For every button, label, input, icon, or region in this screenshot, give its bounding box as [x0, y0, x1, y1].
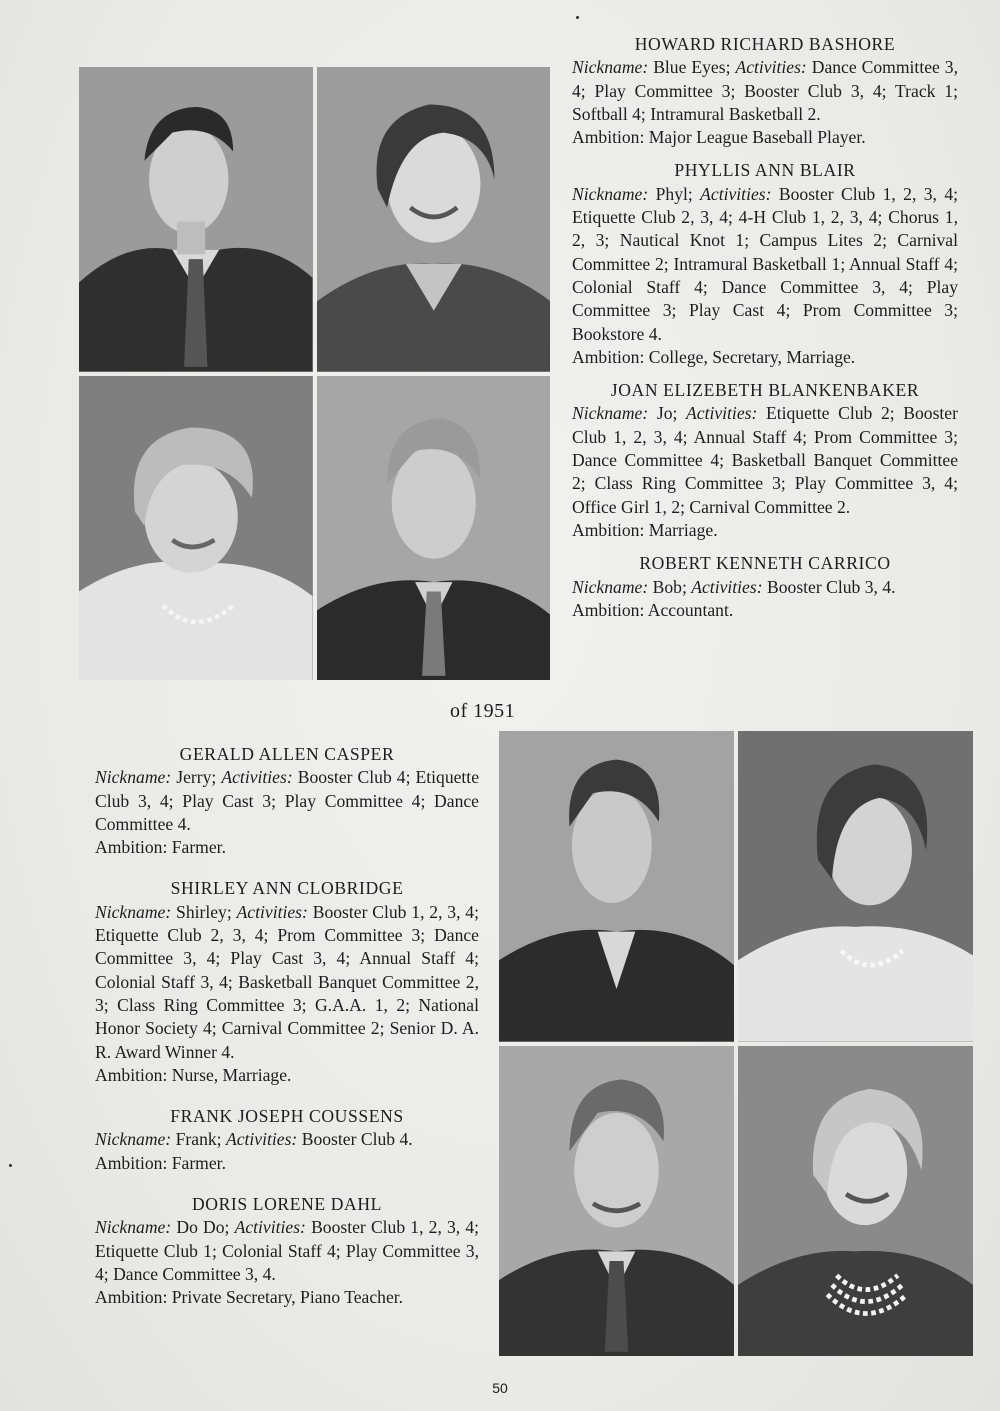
ambition: Ambition: Marriage. [572, 519, 718, 540]
ambition: Ambition: Farmer. [95, 837, 226, 858]
nickname: Frank; [175, 1129, 222, 1150]
student-details [572, 402, 958, 518]
activities: Booster Club 4; Etiquette Club 3, 4; Play Cast 3; Play Committee 4; Dance Committee 4. [95, 767, 480, 834]
student-details [95, 901, 479, 1064]
activities-label: Activities: [691, 576, 763, 597]
portrait-photo [738, 731, 973, 1042]
activities-label: Activities: [686, 403, 758, 424]
ambition: Ambition: Accountant. [572, 599, 734, 620]
ambition: Ambition: Farmer. [95, 1152, 226, 1173]
ambition: Ambition: Nurse, Marriage. [95, 1064, 292, 1085]
student-name: SHIRLEY ANN CLOBRIDGE [170, 878, 404, 899]
student-name: HOWARD RICHARD BASHORE [634, 34, 896, 54]
activities-label: Activities: [234, 1217, 306, 1238]
nickname-label: Nickname: [95, 1217, 172, 1238]
portrait-photo [79, 67, 313, 372]
portrait-photo [499, 731, 734, 1042]
portrait-photo [79, 376, 313, 681]
student-name: GERALD ALLEN CASPER [179, 744, 395, 764]
student-name: JOAN ELIZEBETH BLANKENBAKER [610, 380, 920, 401]
student-details [95, 1216, 479, 1286]
activities: Dance Committee 3, 4; Play Committee 3; Booster Club 3, 4; Track 1; Softball 4; Intramural Basketball 2. [572, 57, 958, 124]
activities: Booster Club 3, 4. [766, 576, 896, 597]
nickname-label: Nickname: [95, 901, 172, 922]
activities: Booster Club 1, 2, 3, 4; Etiquette Club 2, 3, 4; Prom Committee 3; Dance Committee 3, 4; Play Cast 3, 4; Annual Staff 4; Colonial Staff 3, 4; Basketball Banquet Committee 2, 3; Class Ring Committee 3; G.A.A. 1, 2; National Honor Society 4; Carnival Committee 2; Senior D. A. R. Award Winner 4. [95, 901, 479, 1062]
activities: Booster Club 1, 2, 3, 4; Etiquette Club 2, 3, 4; 4-H Club 1, 2, 3, 4; Chorus 1, 2, 3; Nautical Knot 1; Campus Lites 2; Carnival Committee 2; Intramural Basketball 1; Annual Staff 4; Colonial Staff 4; Dance Committee 3, 4; Play Committee 3; Play Cast 4; Prom Committee 3; Bookstore 4. [572, 183, 958, 344]
nickname-label: Nickname: [572, 57, 649, 78]
student-bio [572, 33, 958, 149]
activities-label: Activities: [700, 183, 772, 204]
student-bio [95, 1105, 479, 1175]
ambition: Ambition: Private Secretary, Piano Teacher. [95, 1287, 404, 1308]
student-details [95, 1128, 479, 1151]
activities-label: Activities: [236, 901, 308, 922]
student-name: PHYLLIS ANN BLAIR [674, 160, 856, 181]
student-bio [95, 743, 479, 859]
student-bio [95, 877, 479, 1087]
activities: Booster Club 1, 2, 3, 4; Etiquette Club 1; Colonial Staff 4; Play Committee 3, 4; Dance Committee 3, 4. [95, 1217, 480, 1284]
nickname: Jerry; [176, 767, 217, 788]
student-bio [572, 552, 958, 622]
student-name: ROBERT KENNETH CARRICO [639, 553, 891, 574]
portrait-photo [317, 376, 551, 681]
activities-label: Activities: [225, 1129, 298, 1150]
student-details [572, 576, 958, 599]
student-details [95, 766, 479, 836]
print-speck [9, 1164, 12, 1167]
student-bio [572, 159, 958, 369]
class-year-heading: of 1951 [450, 700, 516, 722]
nickname-label: Nickname: [95, 767, 172, 788]
nickname-label: Nickname: [572, 183, 649, 204]
ambition: Ambition: College, Secretary, Marriage. [572, 346, 856, 367]
activities-label: Activities: [735, 57, 807, 78]
nickname-label: Nickname: [572, 403, 649, 424]
nickname: Blue Eyes; [653, 57, 731, 78]
ambition: Ambition: Major League Baseball Player. [572, 127, 866, 148]
nickname: Phyl; [655, 183, 693, 204]
student-details [572, 56, 958, 126]
photo-grid-top [79, 67, 550, 680]
nickname-label: Nickname: [95, 1129, 172, 1150]
student-details [572, 183, 958, 346]
student-bio [572, 379, 958, 542]
bio-column-right [572, 33, 958, 632]
photo-grid-bottom [499, 731, 973, 1356]
student-name: DORIS LORENE DAHL [191, 1194, 383, 1215]
nickname: Shirley; [176, 901, 232, 922]
print-speck [576, 16, 579, 19]
nickname-label: Nickname: [572, 576, 649, 597]
activities: Etiquette Club 2; Booster Club 1, 2, 3, 4; Annual Staff 4; Prom Committee 3; Dance Committee 4; Basketball Banquet Committee 2; Class Ring Committee 3; Play Committee 3, 4; Office Girl 1, 2; Carnival Committee 2. [572, 403, 958, 517]
page-number: 50 [492, 1380, 508, 1396]
activities-label: Activities: [221, 767, 293, 788]
nickname: Bob; [652, 576, 687, 597]
nickname: Jo; [656, 403, 678, 424]
nickname: Do Do; [176, 1217, 230, 1238]
bio-column-left [95, 743, 479, 1328]
student-name: FRANK JOSEPH COUSSENS [170, 1106, 404, 1127]
portrait-photo [738, 1046, 973, 1357]
student-bio [95, 1193, 479, 1309]
portrait-photo [499, 1046, 734, 1357]
activities: Booster Club 4. [301, 1129, 413, 1150]
portrait-photo [317, 67, 551, 372]
